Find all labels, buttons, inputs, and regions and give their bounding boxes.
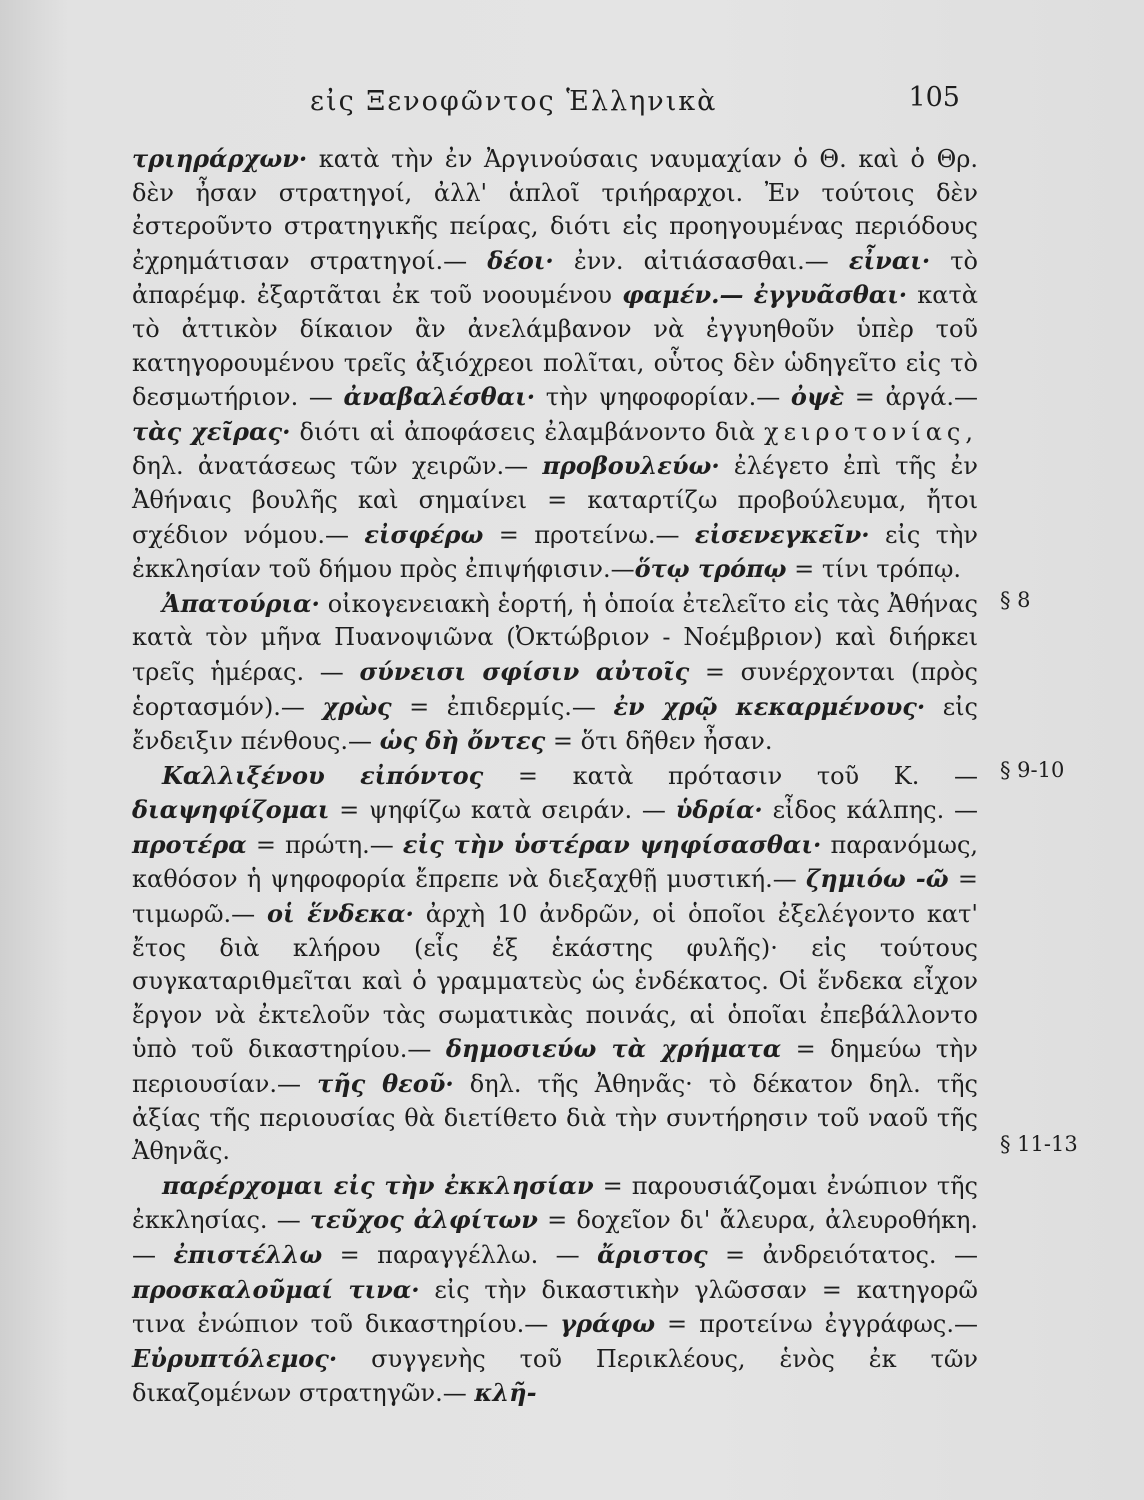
gloss-text: οἰκογενειακὴ ἑορτή, ἡ ὁποία ἐτελεῖτο εἰς τὰς Ἀθήνας κατὰ τὸν μῆνα Πυανοψιῶνα (Ὀκτώβριον - Νοέμβριον) καὶ διήρκει τρεῖς ἡμέρας. — xyxy=(132,589,978,686)
commentary-text xyxy=(132,142,978,1411)
gloss-text: κατὰ τὴν ἐν Ἀργινούσαις ναυμαχίαν ὁ Θ. καὶ ὁ Θρ. δὲν ἦσαν στρατηγοί, ἀλλ' ἁπλοῖ τριήραρχοι. Ἐν τούτοις δὲν ἐστεροῦντο στρατηγικῆς πείρας, διότι εἰς προηγουμένας περιόδους ἐχρημάτισαν στρατηγοί.— xyxy=(132,145,978,275)
gloss-text: = προτείνω ἐγγράφως.— xyxy=(655,1310,979,1339)
paragraph-3 xyxy=(132,759,978,1169)
section-ref-11-13: § 11-13 xyxy=(1000,1132,1078,1156)
lemma: τῆς θεοῦ· xyxy=(317,1069,454,1099)
margin-notes xyxy=(1000,0,1140,1500)
gloss-text: = ἀργά.— xyxy=(844,383,978,412)
lemma: ζημιόω -ῶ xyxy=(806,864,949,894)
section-ref-9-10: § 9-10 xyxy=(1000,758,1065,782)
lemma: ἀναβαλέσθαι· xyxy=(343,382,536,412)
gloss-text: = τιμωρῶ.— xyxy=(132,865,978,929)
page-header xyxy=(300,82,980,122)
gloss-text: = παρουσιάζομαι ἐνώπιον τῆς ἐκκλησίας. — xyxy=(132,1171,978,1235)
gloss-text: ἐλέγετο ἐπὶ τῆς ἐν Ἀθήναις βουλῆς καὶ σημαίνει = καταρτίζω προβούλευμα, ἤτοι σχέδιον νόμου.— xyxy=(132,452,978,549)
section-ref-8: § 8 xyxy=(1000,588,1031,612)
lemma: ἐγγυᾶσθαι· xyxy=(753,280,908,310)
lemma: τὰς χεῖρας· xyxy=(132,416,291,446)
gloss-text: = πρώτη.— xyxy=(246,830,403,859)
gloss-text: ἀρχὴ 10 ἀνδρῶν, οἱ ὁποῖοι ἐξελέγοντο κατ' ἔτος διὰ κλήρου (εἷς ἐξ ἑκάστης φυλῆς)· εἰς τούτους συγκαταριθμεῖται καὶ ὁ γραμματεὺς ὡς ἑνδέκατος. Οἱ ἕνδεκα εἶχον ἔργον νὰ ἐκτελοῦν τὰς σωματικὰς ποινάς, αἱ ὁποῖαι ἐπεβάλλοντο ὑπὸ τοῦ δικαστηρίου.— xyxy=(132,900,978,1064)
gloss-text: = κατὰ πρότασιν τοῦ Κ. — xyxy=(483,761,978,790)
lemma: σύνεισι σφίσιν αὐτοῖς xyxy=(359,656,690,686)
spaced-term: χειροτονίας, xyxy=(764,417,978,446)
gloss-text: δηλ. ἀνατάσεως τῶν χειρῶν.— xyxy=(132,452,543,481)
gloss-text: = ἐπιδερμίς.— xyxy=(391,692,614,721)
lemma: Ἀπατούρια· xyxy=(162,588,320,618)
lemma: προβουλεύω· xyxy=(542,451,720,481)
lemma: γράφω xyxy=(560,1309,656,1339)
lemma: ἄριστος xyxy=(597,1240,708,1269)
lemma: οἱ ἕνδεκα· xyxy=(267,899,414,929)
running-title: εἰς Ξενοφῶντος Ἑλληνικὰ xyxy=(310,86,718,117)
lemma: χρὼς xyxy=(322,691,392,721)
gloss-text: = συνέρχονται (πρὸς ἑορτασμόν).— xyxy=(132,657,978,721)
lemma: ὡς δὴ ὄντες xyxy=(379,726,546,756)
lemma: ὀψὲ xyxy=(790,382,845,412)
gloss-text: = τίνι τρόπῳ. xyxy=(786,555,962,584)
lemma: εἰσφέρω xyxy=(364,519,484,549)
lemma: δέοι· xyxy=(487,245,554,275)
gloss-text: = ἀνδρειότατος. — xyxy=(707,1241,978,1269)
lemma: ἐν χρῷ κεκαρμένους· xyxy=(613,691,926,721)
gloss-text: εἶδος κάλπης. — xyxy=(762,796,978,825)
lemma: προτέρα xyxy=(132,829,247,859)
lemma: ὑδρία· xyxy=(675,795,763,825)
lemma: ἐπιστέλλω xyxy=(173,1240,323,1269)
paragraph-4 xyxy=(132,1169,978,1411)
gloss-text: = προτείνω.— xyxy=(483,520,695,549)
gloss-text: εἰς τὴν δικαστικὴν γλῶσσαν = κατηγορῶ τινα ἐνώπιον τοῦ δικαστηρίου.— xyxy=(132,1275,979,1339)
gloss-text: δηλ. τῆς Ἀθηνᾶς· τὸ δέκατον δηλ. τῆς ἀξίας τῆς περιουσίας θὰ διετίθετο διὰ τὴν συντήρησιν τοῦ ναοῦ τῆς Ἀθηνᾶς. xyxy=(132,1070,978,1166)
gloss-text: εἰς τὴν ἐκκλησίαν τοῦ δήμου πρὸς ἐπιψήφισιν.— xyxy=(132,520,978,584)
lemma: Εὐρυπτόλεμος· xyxy=(132,1343,338,1373)
gloss-text: παρανόμως, καθόσον ἡ ψηφοφορία ἔπρεπε νὰ διεξαχθῇ μυστική.— xyxy=(132,830,979,894)
lemma: τριηράρχων· xyxy=(132,144,308,173)
gloss-text: = δημεύω τὴν περιουσίαν.— xyxy=(132,1035,979,1099)
lemma: εἰς τὴν ὑστέραν ψηφίσασθαι· xyxy=(402,829,822,859)
gloss-text: τὴν ψηφοφορίαν.— xyxy=(535,383,791,412)
lemma: δημοσιεύω τὰ χρήματα xyxy=(445,1034,782,1064)
lemma: εἰσενεγκεῖν· xyxy=(694,519,870,549)
gloss-text: = ὅτι δῆθεν ἦσαν. xyxy=(545,727,773,756)
page-number: 105 xyxy=(908,82,960,113)
lemma: ὅτῳ τρόπῳ xyxy=(634,554,787,584)
gloss-text: ἐνν. αἰτιάσασθαι.— xyxy=(553,246,849,275)
lemma: διαψηφίζομαι xyxy=(132,795,330,825)
gloss-text: εἰς ἔνδειξιν πένθους.— xyxy=(132,692,978,756)
paragraph-2 xyxy=(132,587,978,759)
lemma: εἶναι· xyxy=(848,245,931,275)
gloss-text: τὸ ἀπαρέμφ. ἐξαρτᾶται ἐκ τοῦ νοουμένου xyxy=(132,246,978,310)
gloss-text xyxy=(743,281,753,309)
lemma: προσκαλοῦμαί τινα· xyxy=(132,1274,420,1304)
gloss-text: = ψηφίζω κατὰ σειράν. — xyxy=(329,796,676,825)
gloss-text: κατὰ τὸ ἀττικὸν δίκαιον ἂν ἀνελάμβανον νὰ ἐγγυηθοῦν ὑπὲρ τοῦ κατηγορουμένου τρεῖς ἀξιόχρεοι πολῖται, οὗτος δὲν ὡδηγεῖτο εἰς τὸ δεσμωτήριον. — xyxy=(132,281,978,412)
paragraph-1 xyxy=(132,142,978,587)
gloss-text: = παραγγέλλω. — xyxy=(322,1241,598,1269)
gloss-text: = δοχεῖον δι' ἄλευρα, ἀλευροθήκη. — xyxy=(132,1206,978,1269)
lemma: Καλλιξένου εἰπόντος xyxy=(162,760,484,790)
lemma: τεῦχος ἀλφίτων xyxy=(309,1205,538,1235)
gloss-text: συγγενὴς τοῦ Περικλέους, ἑνὸς ἐκ τῶν δικαζομένων στρατηγῶν.— xyxy=(132,1344,978,1408)
gloss-text: διότι αἱ ἀποφάσεις ἐλαμβάνοντο διὰ xyxy=(290,417,765,446)
lemma: φαμέν.— xyxy=(622,280,744,310)
lemma: παρέρχομαι εἰς τὴν ἐκκλησίαν xyxy=(162,1170,594,1200)
lemma: κλῆ- xyxy=(474,1378,537,1408)
